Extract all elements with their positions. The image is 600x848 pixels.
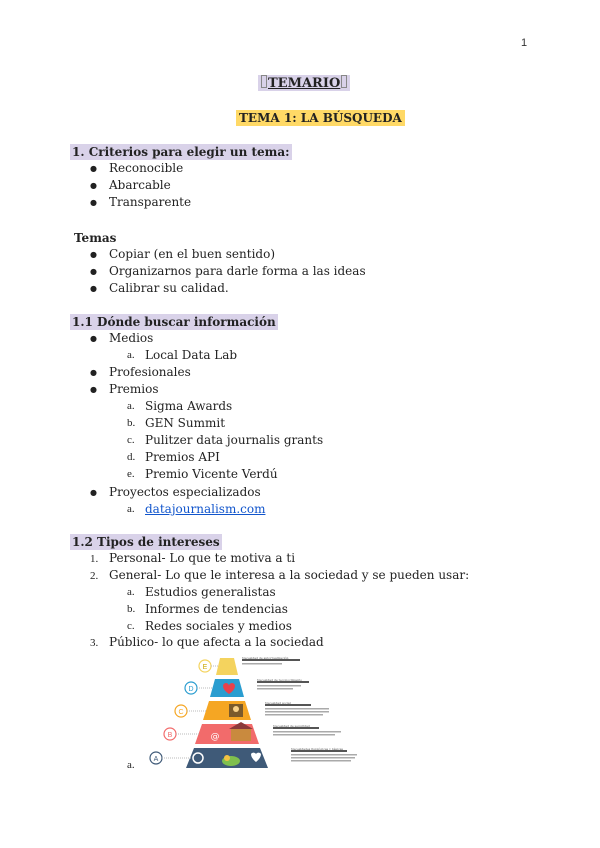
bullet-icon: ● [90, 385, 97, 394]
pyramid-level-c [175, 701, 329, 720]
letter-marker: a. [127, 586, 135, 598]
pyramid-level-e [199, 658, 300, 675]
list-item: Personal- Lo que te motiva a ti [109, 551, 296, 565]
level-letter: B [167, 732, 173, 739]
bullet-icon: ● [90, 334, 97, 343]
list-item: General- Lo que le interesa a la sociedad y se pueden usar: [109, 568, 470, 582]
letter-marker: a. [127, 400, 135, 412]
list-subitem: Premios API [145, 450, 220, 464]
number-marker: 2. [90, 570, 99, 582]
bullet-icon: ● [90, 181, 97, 190]
list-subitem: Estudios generalistas [145, 585, 276, 599]
list-item: Proyectos especializados [109, 485, 261, 499]
level-letter: D [188, 686, 194, 693]
number-marker: 3. [90, 637, 99, 649]
letter-marker: a. [127, 759, 135, 771]
letter-marker: a. [127, 503, 135, 515]
bullet-icon: ● [90, 164, 97, 173]
box-glyph-icon [261, 75, 267, 88]
page-title [258, 75, 350, 91]
bullet-icon: ● [90, 368, 97, 377]
letter-marker: a. [127, 349, 135, 361]
svg-text:@: @ [210, 732, 220, 742]
page-number: 1 [521, 37, 528, 49]
section-1-heading: 1. Criterios para elegir un tema: [72, 145, 290, 159]
bullet-icon: ● [90, 284, 97, 293]
maslow-pyramid-illustration [145, 654, 363, 770]
list-item: Transparente [109, 195, 192, 209]
datajournalism-link[interactable]: datajournalism.com [145, 502, 266, 516]
list-subitem: Redes sociales y medios [145, 619, 292, 633]
letter-marker: c. [127, 434, 135, 446]
pyramid-label: Necesidad de autorrealización [242, 656, 289, 660]
level-letter: A [153, 756, 159, 763]
letter-marker: c. [127, 620, 135, 632]
pyramid-level-a [150, 748, 357, 768]
number-marker: 1. [90, 553, 99, 565]
letter-marker: b. [127, 417, 136, 429]
list-item: Calibrar su calidad. [109, 281, 229, 295]
pyramid-label: Necesidades fisiológicas y básicas [291, 747, 344, 751]
level-letter: C [178, 709, 184, 716]
page-title-text: TEMARIO [268, 76, 341, 91]
list-item: Medios [109, 331, 154, 345]
list-item: Reconocible [109, 161, 184, 175]
bullet-icon: ● [90, 250, 97, 259]
list-subitem: Informes de tendencias [145, 602, 288, 616]
pyramid-label: Necesidad de reconocimiento [257, 678, 303, 682]
list-item: Abarcable [109, 178, 171, 192]
list-item: Profesionales [109, 365, 191, 379]
level-letter: E [202, 664, 208, 671]
list-item: Copiar (en el buen sentido) [109, 247, 276, 261]
letter-marker: b. [127, 603, 136, 615]
section-1-1-heading: 1.1 Dónde buscar información [72, 315, 276, 329]
list-subitem: Sigma Awards [145, 399, 233, 413]
box-glyph-icon [341, 75, 347, 88]
bullet-icon: ● [90, 267, 97, 276]
bullet-icon: ● [90, 488, 97, 497]
pyramid-label: Necesidad de seguridad [273, 724, 310, 728]
letter-marker: e. [127, 468, 135, 480]
list-subitem: Premio Vicente Verdú [145, 467, 278, 481]
pyramid-level-b [164, 722, 341, 744]
list-item: Premios [109, 382, 159, 396]
section-1-2-heading: 1.2 Tipos de intereses [72, 535, 220, 549]
tema-heading: TEMA 1: LA BÚSQUEDA [236, 110, 405, 126]
list-subitem: Pulitzer data journalis grants [145, 433, 324, 447]
list-subitem: GEN Summit [145, 416, 226, 430]
bullet-icon: ● [90, 198, 97, 207]
pyramid-label: Necesidad social [265, 701, 291, 705]
list-subitem: Local Data Lab [145, 348, 238, 362]
letter-marker: d. [127, 451, 136, 463]
temas-heading: Temas [74, 231, 117, 245]
list-item: Organizarnos para darle forma a las ideas [109, 264, 366, 278]
list-item: Público- lo que afecta a la sociedad [109, 635, 324, 649]
